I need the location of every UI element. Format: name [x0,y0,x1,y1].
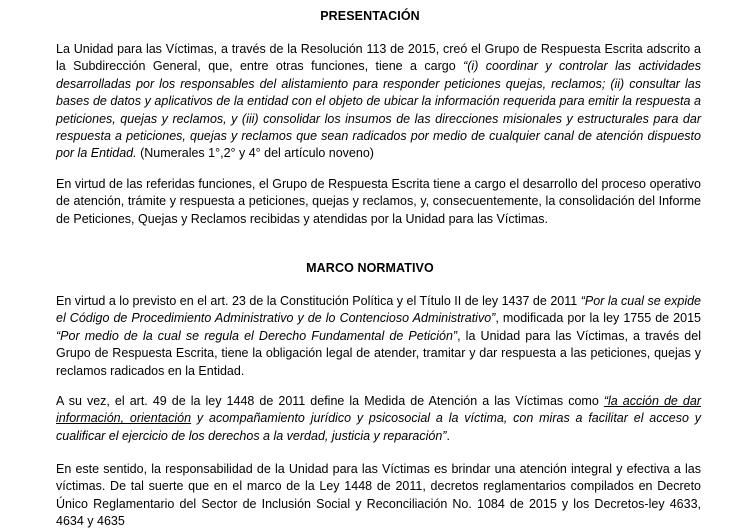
definition-quote: y acompañamiento jurídico y psicosocial a la víctima, con miras a facilitar el acceso y cualificar el ejercicio de los derechos a la verdad, justicia y reparación” [56,411,701,443]
paragraph-presentacion-2: En virtud de las referidas funciones, el Grupo de Respuesta Escrita tiene a cargo el desarrollo del proceso operativo de atención, trámite y respuesta a peticiones, quejas y reclamos, y, consecuentemente, la consolidación del Informe de Peticiones, Quejas y Reclamos recibidas y atendidas por la Unidad para las Víctimas. [56,177,701,226]
definition-underlined-quote: “la acción de dar información, orientación [56,394,701,426]
section-title-presentacion: PRESENTACIÓN [320,9,420,23]
paragraph-marco-2 [56,393,701,445]
paragraph-marco-3: En este sentido, la responsabilidad de la Unidad para las Víctimas es brindar una atención integral y efectiva a las víctimas. De tal suerte que en el marco de la Ley 1448 de 2011, decretos reglamentarios compilados en Decreto Único Reglamentario del Sector de Inclusión Social y Reconciliación No. 1084 de 2015 y los Decretos-ley 4633, 4634 y 4635 [56,462,701,529]
paragraph-text: En virtud a lo previsto en el art. 23 de la Constitución Política y el Título II de ley 1437 de 2011 [56,294,581,308]
law-title-quote: “Por la cual se expide el Código de Procedimiento Administrativo y de lo Contencioso Administrativo” [56,294,702,326]
paragraph-text: La Unidad para las Víctimas, a través de la Resolución 113 de 2015, creó el Grupo de Respuesta Escrita adscrito a la Subdirección General, que, entre otras funciones, tiene a cargo [56,42,701,74]
section-title-marco-normativo: MARCO NORMATIVO [306,261,434,275]
paragraph-marco-1 [56,293,701,380]
paragraph-text: , la Unidad para las Víctimas, a través del Grupo de Respuesta Escrita, tiene la obligación legal de atender, tramitar y dar respuesta a las peticiones, quejas y reclamos radicados en la Entidad. [56,328,701,378]
paragraph-text: (Numerales 1°,2° y 4° del artículo noveno) [136,146,374,161]
paragraph-quote: “(i) coordinar y controlar las actividades desarrolladas por los responsables del alistamiento para responder peticiones quejas, reclamos; (ii) consultar las bases de datos y aplicativos de la entidad con el objeto de ubicar la información requerida para emitir la respuesta a peticiones, quejas y reclamos, y (iii) consolidar los insumos de las direcciones misionales y estructurales para dar respuesta a peticiones, quejas y reclamos que sean radicados por medio de cualquier canal de atención dispuesto por la Entidad. [56,59,702,161]
paragraph-text: A su vez, el art. 49 de la ley 1448 de 2011 define la Medida de Atención a las Víctimas como [56,394,604,408]
paragraph-text: , modificada por la ley 1755 de 2015 [495,311,701,326]
law-title-quote: “Por medio de la cual se regula el Derecho Fundamental de Petición” [56,328,458,343]
paragraph-text: . [446,428,450,443]
paragraph-presentacion-1 [56,41,701,163]
